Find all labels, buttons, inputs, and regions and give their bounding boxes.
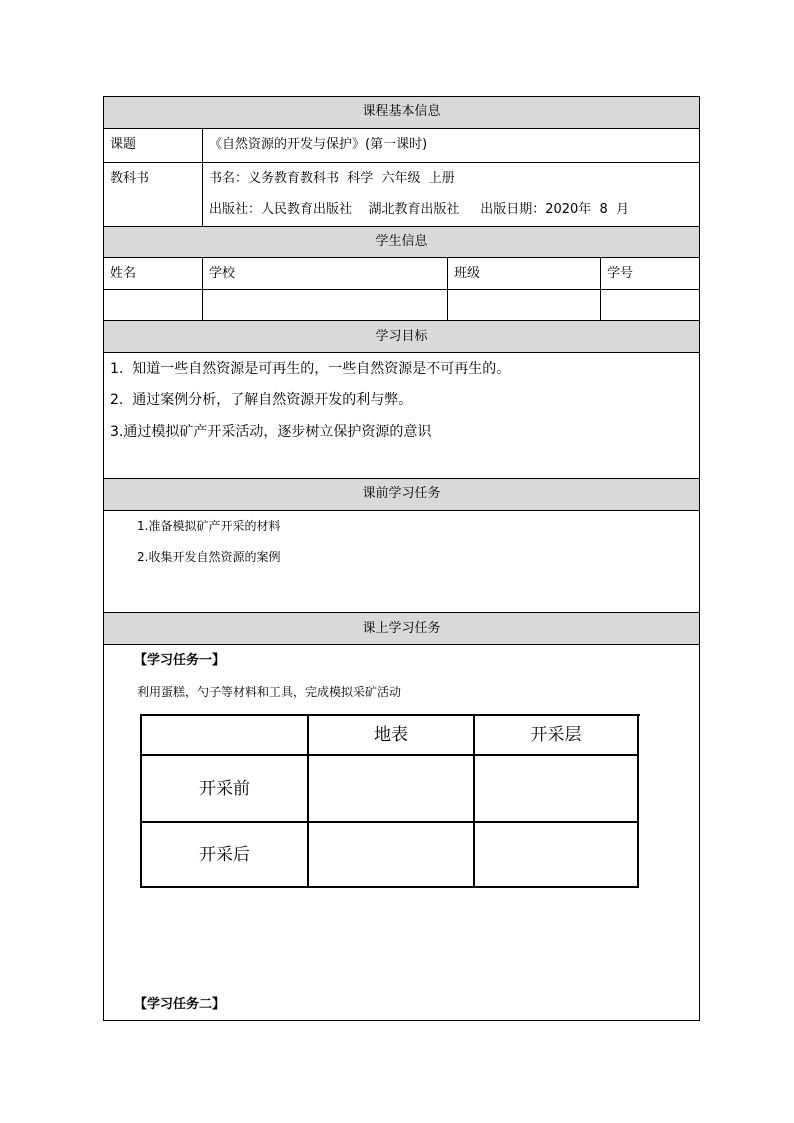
- after-mining-layer-cell[interactable]: [475, 823, 637, 886]
- rule: [103, 612, 700, 613]
- table-line: [140, 714, 640, 716]
- textbook-label: 教科书: [110, 171, 150, 186]
- rule: [103, 162, 700, 163]
- before-surface-cell[interactable]: [309, 756, 473, 821]
- goal-item: 1. 知道一些自然资源是可再生的，一些自然资源是不可再生的。: [110, 361, 511, 377]
- rule: [103, 257, 700, 258]
- rule: [202, 128, 203, 226]
- goal-item: 2. 通过案例分析，了解自然资源开发的利与弊。: [110, 392, 413, 408]
- topic-label: 课题: [110, 137, 137, 152]
- after-surface-cell[interactable]: [309, 823, 473, 886]
- rule: [103, 128, 700, 129]
- table-line: [142, 886, 639, 888]
- class-column-label: 班级: [454, 266, 481, 281]
- task2-title: 【学习任务二】: [134, 997, 226, 1012]
- name-column-label: 姓名: [110, 266, 137, 281]
- student-info-header: 学生信息: [375, 234, 428, 249]
- class-tasks-header: 课上学习任务: [362, 621, 441, 636]
- student-id-column-label: 学号: [607, 266, 634, 281]
- rule: [103, 510, 700, 511]
- course-info-header: 课程基本信息: [362, 104, 441, 119]
- name-input-cell[interactable]: [104, 290, 202, 320]
- rule: [103, 226, 700, 227]
- rule: [103, 320, 700, 321]
- class-input-cell[interactable]: [448, 290, 600, 320]
- table-line: [637, 714, 639, 888]
- topic-value: 《自然资源的开发与保护》(第一课时): [209, 137, 428, 152]
- rule: [103, 644, 700, 645]
- textbook-publisher: 出版社：人民教育出版社 湖北教育出版社 出版日期：2020年 8 月: [209, 202, 630, 217]
- textbook-title: 书名：义务教育教科书 科学 六年级 上册: [209, 171, 455, 186]
- school-input-cell[interactable]: [203, 290, 447, 320]
- table-header-surface: 地表: [374, 725, 408, 745]
- table-header-mining-layer: 开采层: [530, 725, 582, 745]
- table-row-after-mining: 开采后: [199, 845, 250, 865]
- goals-header: 学习目标: [375, 329, 428, 344]
- pre-task-item: 2.收集开发自然资源的案例: [137, 550, 281, 564]
- student-id-input-cell[interactable]: [601, 290, 699, 320]
- before-mining-layer-cell[interactable]: [475, 756, 637, 821]
- task1-title: 【学习任务一】: [134, 653, 226, 668]
- pre-task-item: 1.准备模拟矿产开采的材料: [137, 519, 281, 533]
- pre-tasks-header: 课前学习任务: [362, 486, 441, 501]
- rule: [103, 352, 700, 353]
- task1-description: 利用蛋糕，勺子等材料和工具，完成模拟采矿活动: [137, 685, 402, 699]
- goal-item: 3.通过模拟矿产开采活动，逐步树立保护资源的意识: [110, 424, 432, 440]
- rule: [103, 478, 700, 479]
- table-row-before-mining: 开采前: [199, 779, 250, 799]
- school-column-label: 学校: [209, 266, 236, 281]
